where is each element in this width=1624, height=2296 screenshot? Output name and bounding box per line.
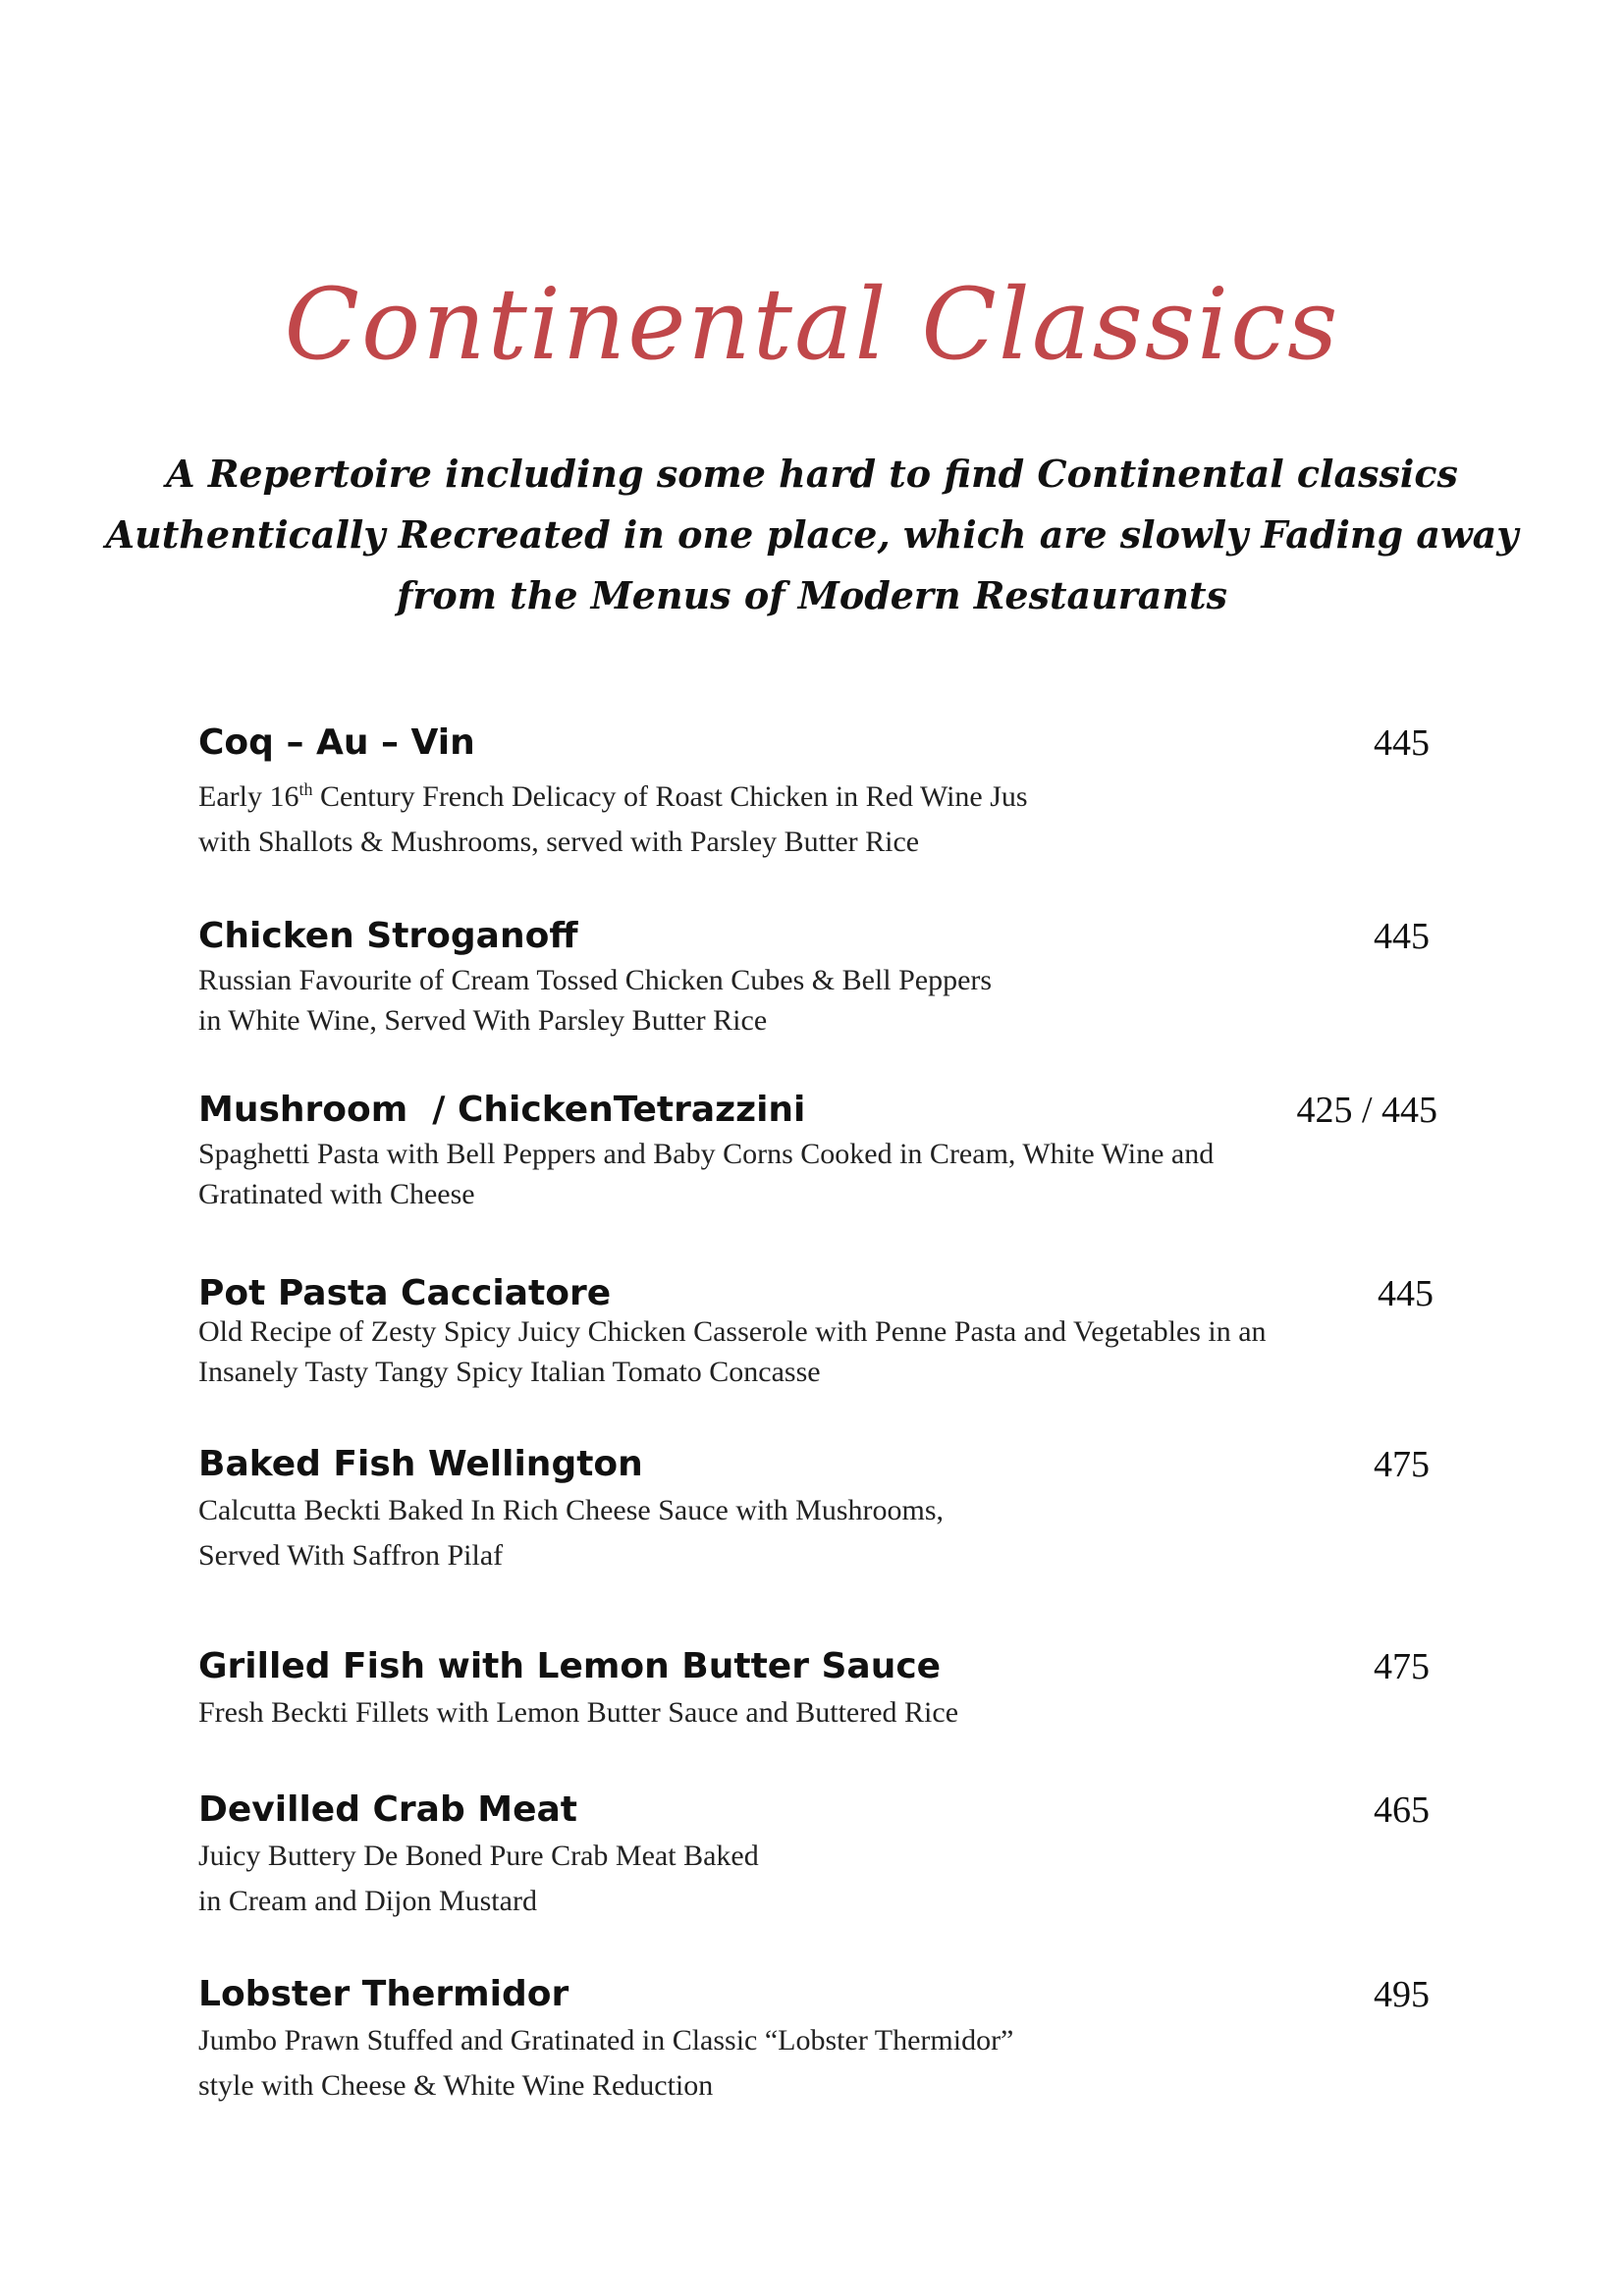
description-line: Russian Favourite of Cream Tossed Chicken Cubes & Bell Peppers — [198, 964, 993, 996]
menu-item-name: Devilled Crab Meat — [198, 1789, 578, 1830]
menu-item-description — [198, 1311, 1437, 1392]
menu-item-description — [198, 1134, 1437, 1214]
description-line: Served With Saffron Pilaf — [198, 1539, 504, 1572]
description-line: Fresh Beckti Fillets with Lemon Butter Sauce and Buttered Rice — [198, 1696, 959, 1729]
menu-item-lobster-thermidor — [198, 1971, 1437, 2109]
menu-item-name: Pot Pasta Cacciatore — [198, 1273, 612, 1313]
description-line: Early 16th Century French Delicacy of Roast Chicken in Red Wine Jus — [198, 779, 1028, 813]
description-line: Juicy Buttery De Boned Pure Crab Meat Baked — [198, 1840, 759, 1872]
menu-item-name: Lobster Thermidor — [198, 1974, 569, 2014]
menu-item-description — [198, 1488, 1437, 1578]
description-line: Old Recipe of Zesty Spicy Juicy Chicken Casserole with Penne Pasta and Vegetables in an — [198, 1315, 1267, 1348]
menu-item-price: 475 — [1374, 1444, 1430, 1485]
menu-item-description — [198, 1690, 1437, 1735]
menu-item-chicken-stroganoff — [198, 913, 1437, 1041]
menu-item-grilled-fish — [198, 1643, 1437, 1735]
menu-item-description — [198, 1834, 1437, 1924]
subtitle-line: Authentically Recreated in one place, which are slowly Fading away — [105, 512, 1519, 557]
menu-item-name: Baked Fish Wellington — [198, 1444, 643, 1484]
menu-item-description — [198, 960, 1437, 1041]
menu-item-price: 495 — [1374, 1974, 1430, 2015]
menu-item-description — [198, 2018, 1437, 2109]
description-line: in Cream and Dijon Mustard — [198, 1885, 537, 1917]
description-line: with Shallots & Mushrooms, served with Parsley Butter Rice — [198, 826, 920, 858]
description-line: Calcutta Beckti Baked In Rich Cheese Sauce with Mushrooms, — [198, 1494, 945, 1526]
menu-item-price: 445 — [1378, 1273, 1434, 1314]
subtitle-line: A Repertoire including some hard to find Continental classics — [166, 452, 1458, 496]
subtitle-line: from the Menus of Modern Restaurants — [397, 573, 1227, 617]
menu-item-coq-au-vin — [198, 720, 1437, 865]
menu-item-name: Chicken Stroganoff — [198, 916, 578, 956]
description-line: style with Cheese & White Wine Reduction — [198, 2069, 714, 2102]
menu-item-description — [198, 767, 1437, 865]
menu-item-baked-fish-wellington — [198, 1441, 1437, 1578]
menu-item-name: Coq – Au – Vin — [198, 722, 475, 763]
menu-item-devilled-crab-meat — [198, 1787, 1437, 1924]
menu-item-price: 445 — [1374, 916, 1430, 957]
ordinal-suffix: th — [298, 779, 313, 799]
menu-item-pot-pasta-cacciatore — [198, 1270, 1437, 1392]
menu-item-tetrazzini — [198, 1087, 1437, 1214]
menu-title: Continental Classics — [284, 267, 1340, 382]
description-line: Jumbo Prawn Stuffed and Gratinated in Classic “Lobster Thermidor” — [198, 2024, 1014, 2056]
description-line: Insanely Tasty Tangy Spicy Italian Tomato Concasse — [198, 1356, 821, 1388]
description-line: Spaghetti Pasta with Bell Peppers and Baby Corns Cooked in Cream, White Wine and — [198, 1138, 1215, 1170]
menu-item-price: 475 — [1374, 1646, 1430, 1687]
menu-item-price: 445 — [1374, 722, 1430, 764]
menu-item-name: Grilled Fish with Lemon Butter Sauce — [198, 1646, 942, 1686]
menu-subtitle — [0, 444, 1624, 626]
description-line: in White Wine, Served With Parsley Butter Rice — [198, 1004, 768, 1037]
description-line: Gratinated with Cheese — [198, 1178, 475, 1210]
menu-item-price: 425 / 445 — [1296, 1090, 1437, 1131]
menu-item-price: 465 — [1374, 1789, 1430, 1831]
menu-item-name: Mushroom / ChickenTetrazzini — [198, 1090, 806, 1130]
